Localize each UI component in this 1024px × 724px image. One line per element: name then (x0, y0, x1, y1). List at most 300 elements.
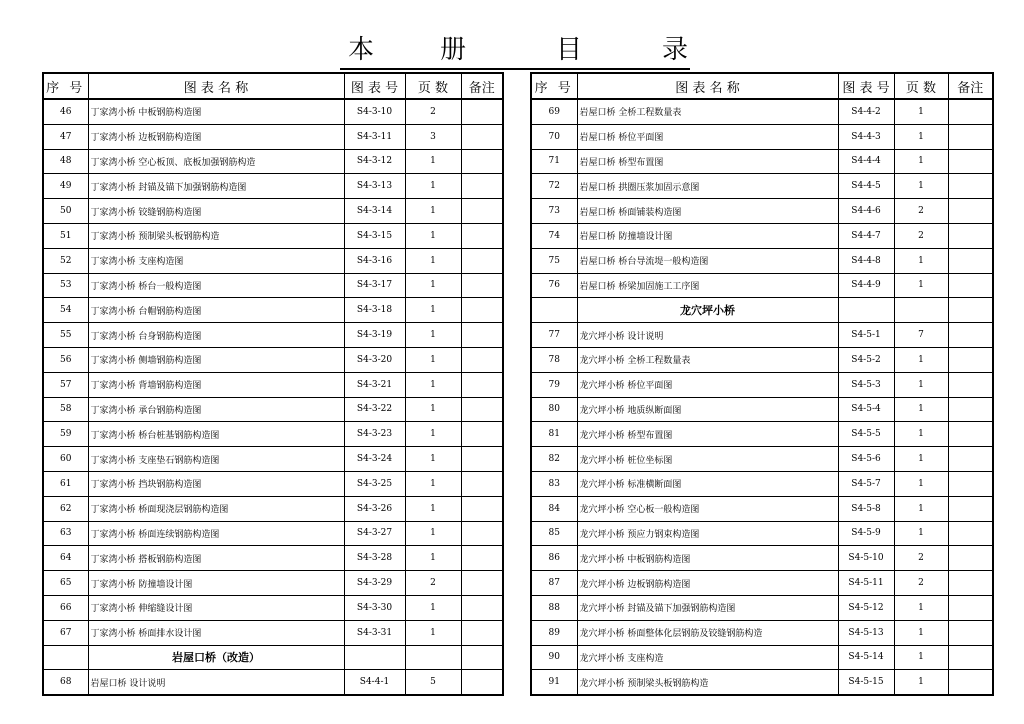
row-note (948, 323, 993, 348)
row-pages: 1 (405, 248, 461, 273)
row-note (948, 347, 993, 372)
row-note (948, 571, 993, 596)
title-char: 册 (440, 35, 467, 65)
section-seq-cell (531, 298, 577, 323)
table-header-row (43, 73, 503, 99)
section-title: 岩屋口桥（改造） (88, 645, 344, 670)
row-name: 龙穴坪小桥 预制梁头板钢筋构造 (577, 670, 838, 695)
row-pages: 2 (405, 99, 461, 124)
row-pages: 1 (405, 620, 461, 645)
table-row (43, 199, 503, 224)
row-code: S4-5-2 (838, 347, 894, 372)
row-name: 丁家湾小桥 台帽钢筋构造图 (88, 298, 344, 323)
row-note (461, 397, 503, 422)
table-row (43, 347, 503, 372)
row-code: S4-4-7 (838, 223, 894, 248)
row-pages: 1 (894, 397, 948, 422)
row-note (461, 521, 503, 546)
row-name: 丁家湾小桥 支座垫石钢筋构造图 (88, 447, 344, 472)
row-seq: 81 (531, 422, 577, 447)
row-code: S4-3-28 (344, 546, 405, 571)
row-seq: 71 (531, 149, 577, 174)
section-code-cell (344, 645, 405, 670)
row-name: 岩屋口桥 桥型布置图 (577, 149, 838, 174)
row-seq: 64 (43, 546, 88, 571)
row-pages: 1 (405, 149, 461, 174)
row-code: S4-5-11 (838, 571, 894, 596)
row-seq: 57 (43, 372, 88, 397)
table-row (531, 571, 993, 596)
row-pages: 1 (894, 99, 948, 124)
header-code: 图 表 号 (344, 73, 405, 99)
header-seq: 序 号 (43, 73, 88, 99)
row-note (461, 199, 503, 224)
row-name: 龙穴坪小桥 中板钢筋构造图 (577, 546, 838, 571)
table-header-row (531, 73, 993, 99)
row-seq: 89 (531, 620, 577, 645)
row-seq: 77 (531, 323, 577, 348)
row-seq: 90 (531, 645, 577, 670)
row-note (461, 273, 503, 298)
row-note (948, 447, 993, 472)
row-code: S4-3-13 (344, 174, 405, 199)
row-code: S4-4-4 (838, 149, 894, 174)
row-seq: 46 (43, 99, 88, 124)
row-seq: 69 (531, 99, 577, 124)
row-pages: 1 (894, 149, 948, 174)
row-name: 丁家湾小桥 边板钢筋构造图 (88, 124, 344, 149)
row-name: 龙穴坪小桥 预应力钢束构造图 (577, 521, 838, 546)
row-name: 岩屋口桥 设计说明 (88, 670, 344, 695)
header-note: 备注 (461, 73, 503, 99)
row-pages: 1 (894, 347, 948, 372)
table-row (531, 670, 993, 695)
row-code: S4-3-19 (344, 323, 405, 348)
table-row (531, 521, 993, 546)
row-pages: 1 (894, 670, 948, 695)
row-code: S4-3-25 (344, 471, 405, 496)
row-code: S4-3-29 (344, 571, 405, 596)
index-table-right (530, 72, 994, 696)
row-seq: 50 (43, 199, 88, 224)
table-row (531, 347, 993, 372)
section-code-cell (838, 298, 894, 323)
section-note-cell (461, 645, 503, 670)
section-note-cell (948, 298, 993, 323)
table-row (43, 521, 503, 546)
table-row (43, 298, 503, 323)
row-pages: 1 (894, 471, 948, 496)
row-pages: 1 (405, 447, 461, 472)
row-note (461, 620, 503, 645)
row-note (461, 298, 503, 323)
row-pages: 1 (405, 595, 461, 620)
row-pages: 1 (405, 174, 461, 199)
row-name: 龙穴坪小桥 封锚及锚下加强钢筋构造图 (577, 595, 838, 620)
row-name: 丁家湾小桥 台身钢筋构造图 (88, 323, 344, 348)
row-code: S4-5-8 (838, 496, 894, 521)
row-code: S4-3-24 (344, 447, 405, 472)
table-row (43, 248, 503, 273)
row-seq: 76 (531, 273, 577, 298)
row-seq: 51 (43, 223, 88, 248)
table-row (43, 447, 503, 472)
row-code: S4-5-15 (838, 670, 894, 695)
table-row (531, 471, 993, 496)
row-name: 丁家湾小桥 中板钢筋构造图 (88, 99, 344, 124)
row-seq: 58 (43, 397, 88, 422)
row-pages: 1 (405, 372, 461, 397)
row-name: 岩屋口桥 拱圈压浆加固示意图 (577, 174, 838, 199)
table-row (43, 124, 503, 149)
row-pages: 1 (894, 447, 948, 472)
row-seq: 86 (531, 546, 577, 571)
row-pages: 1 (894, 620, 948, 645)
title-char: 本 (348, 35, 375, 65)
title-underline (340, 68, 690, 70)
row-seq: 61 (43, 471, 88, 496)
row-name: 龙穴坪小桥 设计说明 (577, 323, 838, 348)
table-row (531, 248, 993, 273)
row-seq: 47 (43, 124, 88, 149)
header-note: 备注 (948, 73, 993, 99)
section-row (43, 645, 503, 670)
row-note (461, 471, 503, 496)
row-name: 丁家湾小桥 预制梁头板钢筋构造 (88, 223, 344, 248)
row-pages: 2 (894, 571, 948, 596)
row-name: 丁家湾小桥 空心板顶、底板加强钢筋构造 (88, 149, 344, 174)
table-row (531, 174, 993, 199)
row-code: S4-5-12 (838, 595, 894, 620)
row-seq: 87 (531, 571, 577, 596)
row-pages: 1 (894, 521, 948, 546)
row-pages: 1 (405, 323, 461, 348)
row-code: S4-3-26 (344, 496, 405, 521)
header-code: 图 表 号 (838, 73, 894, 99)
row-pages: 1 (405, 273, 461, 298)
table-row (43, 546, 503, 571)
row-note (948, 99, 993, 124)
row-code: S4-4-8 (838, 248, 894, 273)
table-row (43, 670, 503, 695)
row-seq: 56 (43, 347, 88, 372)
row-name: 龙穴坪小桥 边板钢筋构造图 (577, 571, 838, 596)
row-pages: 2 (405, 571, 461, 596)
row-pages: 5 (405, 670, 461, 695)
section-row (531, 298, 993, 323)
header-seq: 序 号 (531, 73, 577, 99)
row-code: S4-5-4 (838, 397, 894, 422)
row-pages: 1 (894, 595, 948, 620)
row-name: 丁家湾小桥 桥面现浇层钢筋构造图 (88, 496, 344, 521)
row-seq: 88 (531, 595, 577, 620)
row-note (948, 595, 993, 620)
table-row (43, 620, 503, 645)
row-name: 丁家湾小桥 桥面排水设计图 (88, 620, 344, 645)
row-pages: 3 (405, 124, 461, 149)
row-name: 丁家湾小桥 支座构造图 (88, 248, 344, 273)
row-seq: 72 (531, 174, 577, 199)
row-pages: 7 (894, 323, 948, 348)
table-row (531, 273, 993, 298)
table-row (43, 422, 503, 447)
section-seq-cell (43, 645, 88, 670)
row-name: 丁家湾小桥 挡块钢筋构造图 (88, 471, 344, 496)
row-note (461, 571, 503, 596)
row-note (461, 496, 503, 521)
row-name: 龙穴坪小桥 全桥工程数量表 (577, 347, 838, 372)
row-note (948, 645, 993, 670)
row-code: S4-3-17 (344, 273, 405, 298)
row-code: S4-4-2 (838, 99, 894, 124)
row-note (948, 471, 993, 496)
row-seq: 84 (531, 496, 577, 521)
row-pages: 1 (894, 174, 948, 199)
row-seq: 73 (531, 199, 577, 224)
row-seq: 62 (43, 496, 88, 521)
row-code: S4-4-5 (838, 174, 894, 199)
row-note (461, 248, 503, 273)
row-name: 丁家湾小桥 封锚及锚下加强钢筋构造图 (88, 174, 344, 199)
table-row (531, 546, 993, 571)
row-seq: 85 (531, 521, 577, 546)
row-name: 岩屋口桥 全桥工程数量表 (577, 99, 838, 124)
table-row (531, 199, 993, 224)
header-pages: 页 数 (405, 73, 461, 99)
row-note (461, 595, 503, 620)
row-code: S4-3-10 (344, 99, 405, 124)
row-seq: 52 (43, 248, 88, 273)
row-seq: 67 (43, 620, 88, 645)
row-pages: 1 (405, 496, 461, 521)
table-row (531, 124, 993, 149)
row-seq: 80 (531, 397, 577, 422)
row-name: 丁家湾小桥 桥台桩基钢筋构造图 (88, 422, 344, 447)
row-pages: 1 (894, 645, 948, 670)
section-pages-cell (894, 298, 948, 323)
row-note (461, 99, 503, 124)
row-pages: 2 (894, 223, 948, 248)
table-row (531, 323, 993, 348)
row-name: 丁家湾小桥 桥台一般构造图 (88, 273, 344, 298)
row-seq: 68 (43, 670, 88, 695)
table-row (531, 99, 993, 124)
row-note (948, 372, 993, 397)
row-name: 岩屋口桥 防撞墙设计图 (577, 223, 838, 248)
row-note (461, 174, 503, 199)
row-note (948, 273, 993, 298)
row-seq: 59 (43, 422, 88, 447)
table-row (43, 99, 503, 124)
row-note (948, 546, 993, 571)
row-code: S4-3-23 (344, 422, 405, 447)
row-name: 丁家湾小桥 防撞墙设计图 (88, 571, 344, 596)
row-pages: 1 (405, 471, 461, 496)
table-row (43, 571, 503, 596)
row-name: 岩屋口桥 桥面铺装构造图 (577, 199, 838, 224)
row-seq: 91 (531, 670, 577, 695)
section-pages-cell (405, 645, 461, 670)
table-row (531, 223, 993, 248)
row-pages: 1 (894, 248, 948, 273)
row-note (948, 124, 993, 149)
section-title: 龙穴坪小桥 (577, 298, 838, 323)
row-code: S4-5-3 (838, 372, 894, 397)
row-seq: 83 (531, 471, 577, 496)
row-pages: 2 (894, 546, 948, 571)
row-name: 龙穴坪小桥 桥面整体化层钢筋及铰缝钢筋构造 (577, 620, 838, 645)
row-note (461, 149, 503, 174)
row-name: 岩屋口桥 桥位平面图 (577, 124, 838, 149)
row-name: 丁家湾小桥 桥面连续钢筋构造图 (88, 521, 344, 546)
row-seq: 53 (43, 273, 88, 298)
row-note (948, 496, 993, 521)
row-code: S4-4-3 (838, 124, 894, 149)
row-name: 龙穴坪小桥 桩位坐标图 (577, 447, 838, 472)
title-char: 目 (556, 35, 583, 65)
row-seq: 49 (43, 174, 88, 199)
row-code: S4-3-22 (344, 397, 405, 422)
row-note (461, 223, 503, 248)
row-pages: 1 (405, 546, 461, 571)
table-row (43, 149, 503, 174)
row-seq: 75 (531, 248, 577, 273)
header-pages: 页 数 (894, 73, 948, 99)
table-row (531, 447, 993, 472)
row-code: S4-3-30 (344, 595, 405, 620)
row-pages: 1 (405, 521, 461, 546)
header-name: 图 表 名 称 (88, 73, 344, 99)
table-row (43, 595, 503, 620)
table-row (43, 372, 503, 397)
row-pages: 1 (405, 298, 461, 323)
table-row (43, 273, 503, 298)
row-name: 丁家湾小桥 背墙钢筋构造图 (88, 372, 344, 397)
table-row (531, 372, 993, 397)
table-row (531, 595, 993, 620)
row-code: S4-4-1 (344, 670, 405, 695)
row-seq: 48 (43, 149, 88, 174)
row-name: 龙穴坪小桥 空心板一般构造图 (577, 496, 838, 521)
table-row (43, 223, 503, 248)
table-row (531, 397, 993, 422)
row-code: S4-3-21 (344, 372, 405, 397)
row-name: 龙穴坪小桥 桥位平面图 (577, 372, 838, 397)
row-seq: 66 (43, 595, 88, 620)
row-note (948, 670, 993, 695)
row-code: S4-5-1 (838, 323, 894, 348)
table-row (531, 645, 993, 670)
table-row (43, 397, 503, 422)
table-row (43, 471, 503, 496)
row-pages: 1 (405, 223, 461, 248)
row-note (948, 397, 993, 422)
row-code: S4-4-9 (838, 273, 894, 298)
row-pages: 1 (405, 397, 461, 422)
row-seq: 78 (531, 347, 577, 372)
row-note (948, 422, 993, 447)
row-name: 丁家湾小桥 伸缩缝设计图 (88, 595, 344, 620)
table-row (43, 496, 503, 521)
row-note (461, 546, 503, 571)
row-seq: 74 (531, 223, 577, 248)
row-note (948, 199, 993, 224)
title-char: 录 (662, 35, 689, 65)
table-row (531, 422, 993, 447)
row-pages: 1 (405, 199, 461, 224)
row-name: 龙穴坪小桥 支座构造 (577, 645, 838, 670)
table-row (531, 149, 993, 174)
row-code: S4-3-18 (344, 298, 405, 323)
header-name: 图 表 名 称 (577, 73, 838, 99)
row-name: 丁家湾小桥 承台钢筋构造图 (88, 397, 344, 422)
table-row (531, 496, 993, 521)
row-seq: 63 (43, 521, 88, 546)
table-row (43, 174, 503, 199)
row-note (948, 620, 993, 645)
row-note (948, 521, 993, 546)
row-seq: 65 (43, 571, 88, 596)
row-pages: 2 (894, 199, 948, 224)
row-name: 丁家湾小桥 搭板钢筋构造图 (88, 546, 344, 571)
row-note (948, 149, 993, 174)
row-code: S4-5-13 (838, 620, 894, 645)
row-name: 丁家湾小桥 铰缝钢筋构造图 (88, 199, 344, 224)
row-code: S4-3-11 (344, 124, 405, 149)
row-code: S4-3-20 (344, 347, 405, 372)
row-note (461, 347, 503, 372)
row-name: 龙穴坪小桥 桥型布置图 (577, 422, 838, 447)
row-pages: 1 (894, 273, 948, 298)
row-code: S4-3-31 (344, 620, 405, 645)
row-code: S4-3-15 (344, 223, 405, 248)
row-code: S4-5-14 (838, 645, 894, 670)
row-note (948, 248, 993, 273)
row-name: 龙穴坪小桥 地质纵断面图 (577, 397, 838, 422)
row-code: S4-3-16 (344, 248, 405, 273)
row-seq: 60 (43, 447, 88, 472)
row-seq: 82 (531, 447, 577, 472)
row-note (461, 323, 503, 348)
row-name: 龙穴坪小桥 标准横断面图 (577, 471, 838, 496)
row-pages: 1 (894, 422, 948, 447)
row-code: S4-5-6 (838, 447, 894, 472)
page-title (0, 30, 1024, 70)
row-note (948, 174, 993, 199)
row-code: S4-3-12 (344, 149, 405, 174)
row-name: 岩屋口桥 桥台导流堤一般构造图 (577, 248, 838, 273)
row-code: S4-5-5 (838, 422, 894, 447)
table-row (43, 323, 503, 348)
row-pages: 1 (405, 422, 461, 447)
table-row (531, 620, 993, 645)
row-name: 岩屋口桥 桥梁加固施工工序图 (577, 273, 838, 298)
row-pages: 1 (405, 347, 461, 372)
row-pages: 1 (894, 496, 948, 521)
row-code: S4-5-10 (838, 546, 894, 571)
row-code: S4-4-6 (838, 199, 894, 224)
row-code: S4-3-27 (344, 521, 405, 546)
row-pages: 1 (894, 372, 948, 397)
index-table-left (42, 72, 504, 696)
row-note (948, 223, 993, 248)
row-seq: 70 (531, 124, 577, 149)
row-seq: 54 (43, 298, 88, 323)
row-note (461, 447, 503, 472)
row-code: S4-3-14 (344, 199, 405, 224)
row-note (461, 670, 503, 695)
row-seq: 79 (531, 372, 577, 397)
